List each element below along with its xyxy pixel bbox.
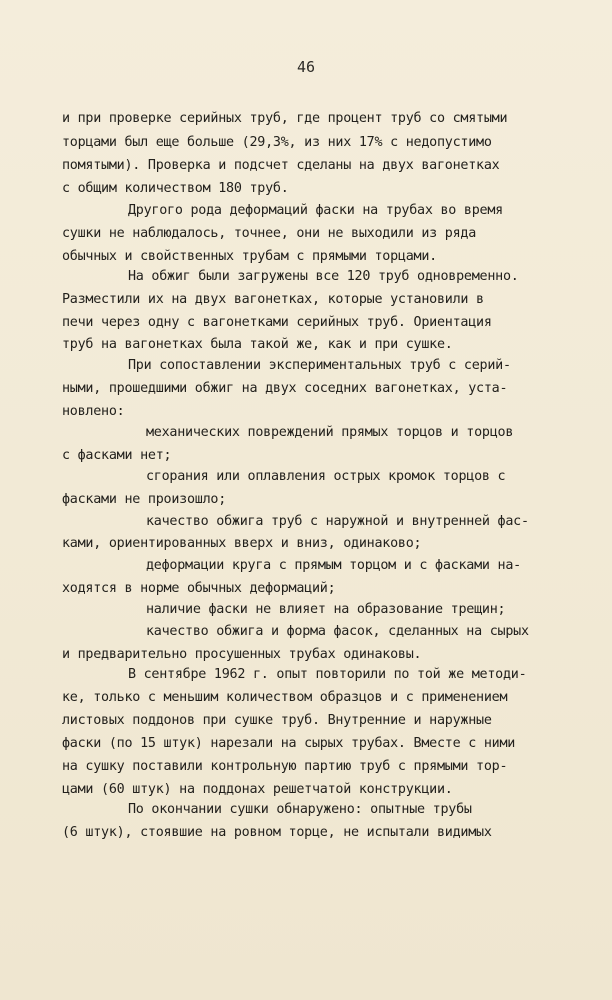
text-line: на сушку поставили контрольную партию труб с прямыми тор- xyxy=(62,759,508,774)
text-line: ходятся в норме обычных деформаций; xyxy=(62,581,336,596)
text-line: и при проверке серийных труб, где процент труб со смятыми xyxy=(62,111,508,126)
text-line: обычных и свойственных трубам с прямыми торцами. xyxy=(62,249,437,264)
text-line: с фасками нет; xyxy=(62,448,172,463)
page-number: 46 xyxy=(296,58,316,76)
text-line: ками, ориентированных вверх и вниз, одинаково; xyxy=(62,536,422,551)
text-line: В сентябре 1962 г. опыт повторили по той же методи- xyxy=(128,667,527,682)
text-line: качество обжига и форма фасок, сделанных на сырых xyxy=(146,624,529,639)
text-line: помятыми). Проверка и подсчет сделаны на двух вагонетках xyxy=(62,158,500,173)
text-line: механических повреждений прямых торцов и торцов xyxy=(146,425,514,440)
text-line: труб на вагонетках была такой же, как и при сушке. xyxy=(62,337,453,352)
text-line: качество обжига труб с наружной и внутренней фас- xyxy=(146,514,529,529)
text-line: деформации круга с прямым торцом и с фасками на- xyxy=(146,558,521,573)
text-line: Разместили их на двух вагонетках, которые установили в xyxy=(62,292,484,307)
text-line: фаски (по 15 штук) нарезали на сырых трубах. Вместе с ними xyxy=(62,736,516,751)
text-line: Другого рода деформаций фаски на трубах во время xyxy=(128,203,503,218)
text-line: наличие фаски не влияет на образование трещин; xyxy=(146,602,506,617)
text-line: листовых поддонов при сушке труб. Внутренние и наружные xyxy=(62,713,492,728)
text-line: фасками не произошло; xyxy=(62,492,227,507)
text-line: По окончании сушки обнаружено: опытные трубы xyxy=(128,802,472,817)
text-line: На обжиг были загружены все 120 труб одновременно. xyxy=(128,269,519,284)
text-line: (6 штук), стоявшие на ровном торце, не испытали видимых xyxy=(62,825,492,840)
text-line: цами (60 штук) на поддонах решетчатой конструкции. xyxy=(62,782,453,797)
text-line: сгорания или оплавления острых кромок торцов с xyxy=(146,469,506,484)
text-line: печи через одну с вагонетками серийных труб. Ориентация xyxy=(62,315,492,330)
text-line: новлено: xyxy=(62,404,125,419)
text-line: торцами был еще больше (29,3%, из них 17% с недопустимо xyxy=(62,135,492,150)
text-line: и предварительно просушенных трубах одинаковы. xyxy=(62,647,422,662)
text-line: ными, прошедшими обжиг на двух соседних вагонетках, уста- xyxy=(62,381,508,396)
text-line: ке, только с меньшим количеством образцов и с применением xyxy=(62,690,508,705)
text-line: с общим количеством 180 труб. xyxy=(62,181,289,196)
text-line: При сопоставлении экспериментальных труб с серий- xyxy=(128,358,511,373)
text-line: сушки не наблюдалось, точнее, они не выходили из ряда xyxy=(62,226,477,241)
